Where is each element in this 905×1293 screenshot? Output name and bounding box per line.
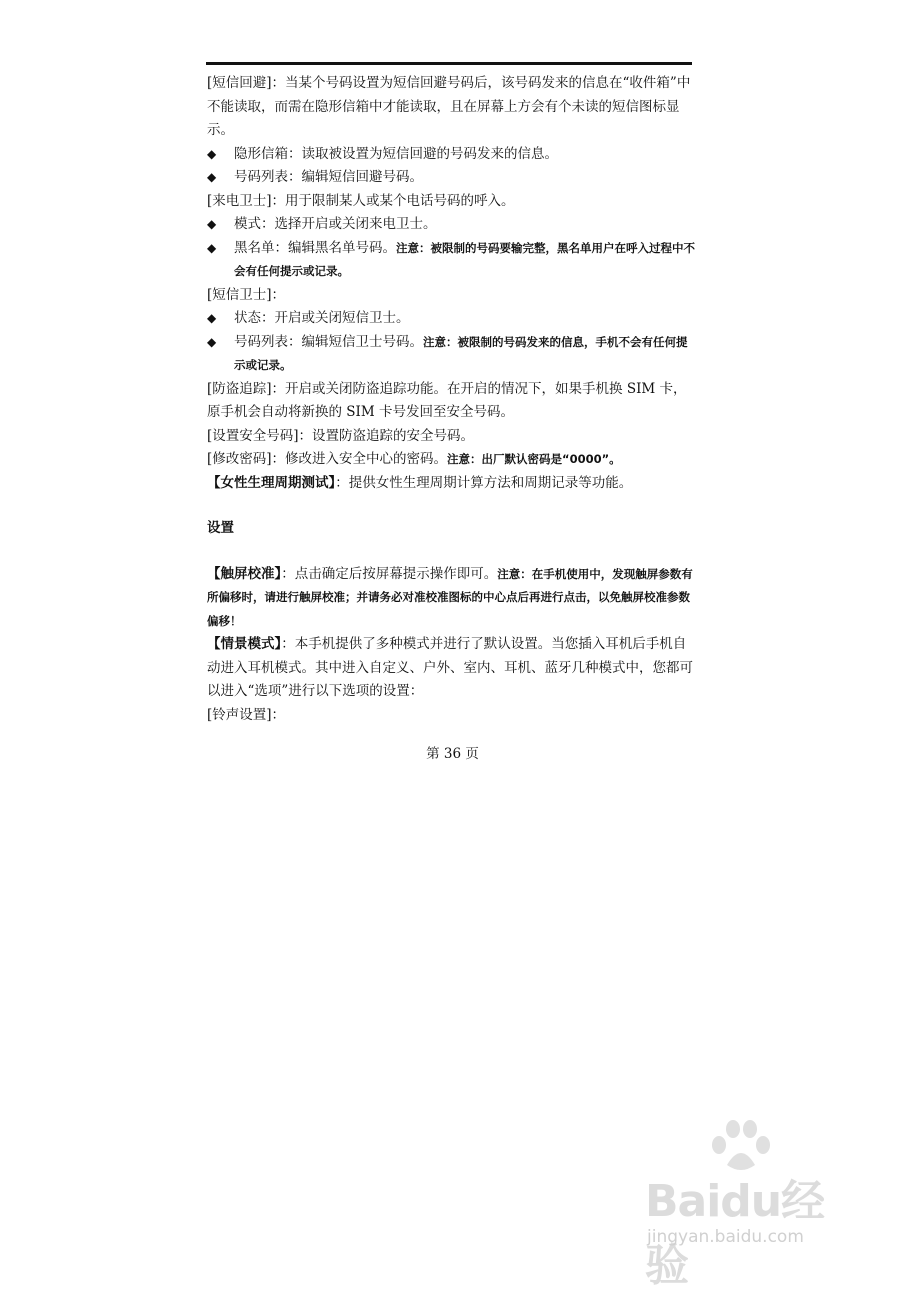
bold-term: 【女性生理周期测试】 — [207, 474, 336, 491]
baidu-watermark — [645, 1115, 865, 1291]
diamond-bullet-icon: ◆ — [207, 311, 217, 325]
diamond-bullet-icon: ◆ — [207, 217, 217, 231]
note-text: 注意：在手机使用中，发现触屏参数有所偏移时，请进行触屏校准；并请务必对准校准图标的中心点后再进行点击，以免触屏校准参数偏移！ — [207, 566, 693, 628]
paragraph-ringtone: [铃声设置]： — [207, 706, 286, 723]
note-text: 注意：被限制的号码发来的信息，手机不会有任何提示或记录。 — [234, 334, 688, 372]
bullet-number-list: ◆ 号码列表：编辑短信回避号码。 — [207, 166, 695, 190]
header-rule — [206, 62, 692, 65]
note-text: 注意：出厂默认密码是“0000”。 — [447, 452, 621, 466]
bold-term: 【触屏校准】 — [207, 565, 282, 582]
paragraph-female-cycle: 【女性生理周期测试】：提供女性生理周期计算方法和周期记录等功能。 — [207, 474, 633, 491]
paragraph-profiles: 【情景模式】：本手机提供了多种模式并进行了默认设置。当您插入耳机后手机自动进入耳机模式。其中进入自定义、户外、室内、耳机、蓝牙几种模式中，您都可以进入“选项”进行以下选项的设置： — [207, 636, 693, 699]
document-body — [207, 72, 695, 727]
paragraph-sms-guard: [短信卫士]： — [207, 286, 286, 303]
diamond-bullet-icon: ◆ — [207, 240, 217, 255]
diamond-bullet-icon: ◆ — [207, 170, 217, 184]
watermark-logo: Baidu经验 — [645, 1176, 825, 1291]
paragraph-safety-number: [设置安全号码]：设置防盗追踪的安全号码。 — [207, 427, 475, 444]
paragraph-call-guard: [来电卫士]：用于限制某人或某个电话号码的呼入。 — [207, 192, 515, 209]
diamond-bullet-icon: ◆ — [207, 146, 217, 161]
bold-term: 【情景模式】 — [207, 636, 282, 652]
note-text: 注意：被限制的号码要输完整，黑名单用户在呼入过程中不会有任何提示或记录。 — [234, 240, 695, 278]
bullet-guard-number-list: ◆ 号码列表：编辑短信卫士号码。注意：被限制的号码发来的信息，手机不会有任何提示或记录。 — [207, 331, 695, 378]
bullet-status: ◆ 状态：开启或关闭短信卫士。 — [207, 307, 695, 331]
page-number: 第 36 页 — [426, 746, 479, 762]
paragraph-change-password: [修改密码]：修改进入安全中心的密码。注意：出厂默认密码是“0000”。 — [207, 451, 621, 467]
bullet-blacklist: ◆ 黑名单：编辑黑名单号码。注意：被限制的号码要输完整，黑名单用户在呼入过程中不会有任何提示或记录。 — [207, 237, 695, 284]
paragraph-touch-calibration: 【触屏校准】：点击确定后按屏幕提示操作即可。注意：在手机使用中，发现触屏参数有所偏移时，请进行触屏校准；并请务必对准校准图标的中心点后再进行点击，以免触屏校准参数偏移！ — [207, 565, 693, 628]
bullet-mode: ◆ 模式：选择开启或关闭来电卫士。 — [207, 213, 695, 237]
paragraph-anti-theft: [防盗追踪]：开启或关闭防盗追踪功能。在开启的情况下，如果手机换 SIM 卡，原手机会自动将新换的 SIM 卡号发回至安全号码。 — [207, 380, 687, 420]
diamond-bullet-icon: ◆ — [207, 334, 217, 349]
paragraph-sms-avoid: [短信回避]：当某个号码设置为短信回避号码后，该号码发来的信息在“收件箱”中不能读取，而需在隐形信箱中才能读取，且在屏幕上方会有个未读的短信图标显示。 — [207, 75, 691, 138]
section-heading: 设置 — [207, 520, 234, 536]
watermark-url: jingyan.baidu.com — [647, 1227, 804, 1247]
bullet-hidden-inbox: ◆ 隐形信箱：读取被设置为短信回避的号码发来的信息。 — [207, 143, 695, 167]
